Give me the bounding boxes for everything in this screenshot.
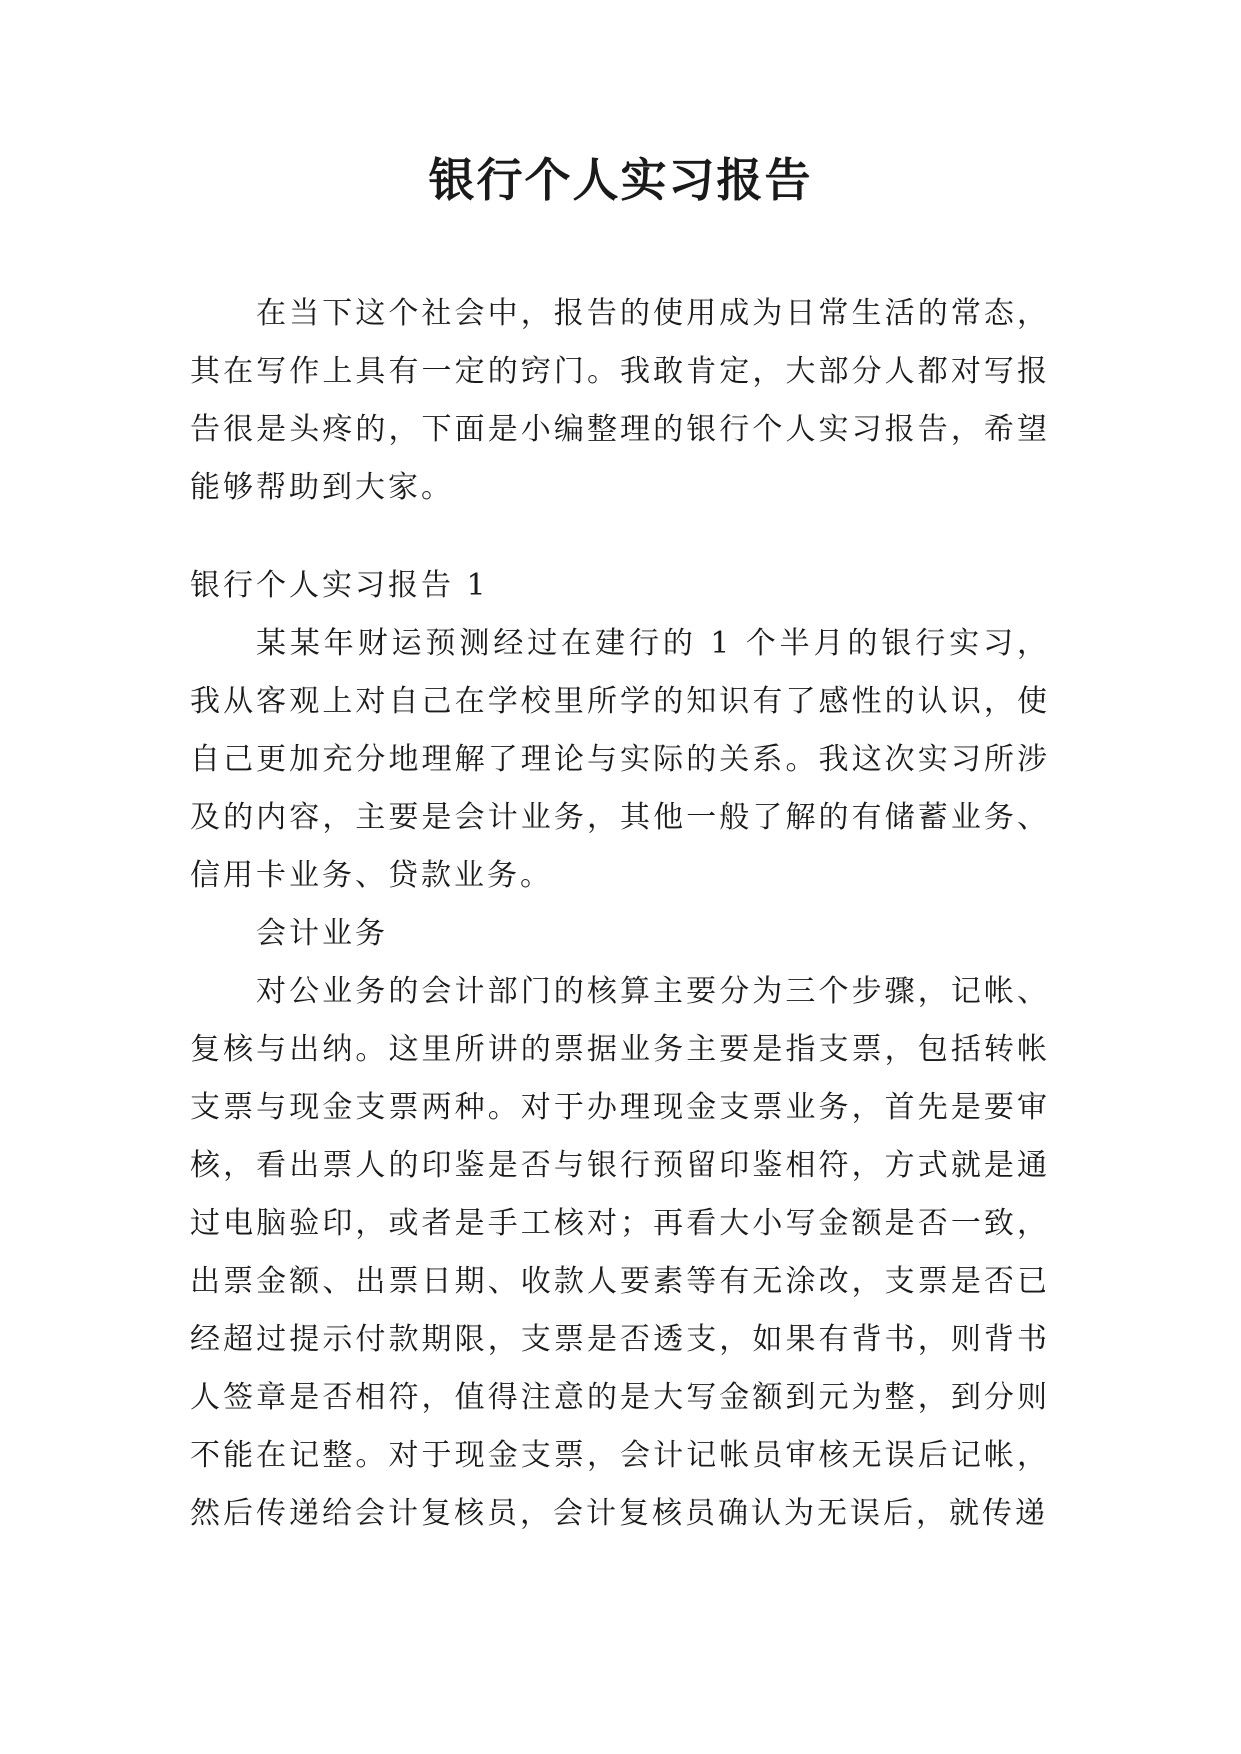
section-heading: 银行个人实习报告 1 [190,568,489,603]
section-paragraph: 某某年财运预测经过在建行的 1 个半月的银行实习，我从客观上对自己在学校里所学的知识有了感性的认识，使自己更加充分地理解了理论与实际的关系。我这次实习所涉及的内容，主要是会计业务，其他一般了解的有储蓄业务、信用卡业务、贷款业务。 [190,626,1050,893]
document-body [190,285,1050,1543]
spacer [190,517,1050,557]
document-title: 银行个人实习报告 [428,153,813,207]
section-paragraph: 对公业务的会计部门的核算主要分为三个步骤，记帐、复核与出纳。这里所讲的票据业务主要是指支票，包括转帐支票与现金支票两种。对于办理现金支票业务，首先是要审核，看出票人的印鉴是否与银行预留印鉴相符，方式就是通过电脑验印，或者是手工核对；再看大小写金额是否一致，出票金额、出票日期、收款人要素等有无涂改，支票是否已经超过提示付款期限，支票是否透支，如果有背书，则背书人签章是否相符，值得注意的是大写金额到元为整，到分则不能在记整。对于现金支票，会计记帐员审核无误后记帐，然后传递给会计复核员，会计复核员确认为无误后，就传递 [190,974,1050,1531]
subsection-heading: 会计业务 [256,916,388,951]
intro-paragraph: 在当下这个社会中，报告的使用成为日常生活的常态，其在写作上具有一定的窍门。我敢肯定，大部分人都对写报告很是头疼的，下面是小编整理的银行个人实习报告，希望能够帮助到大家。 [190,296,1050,505]
